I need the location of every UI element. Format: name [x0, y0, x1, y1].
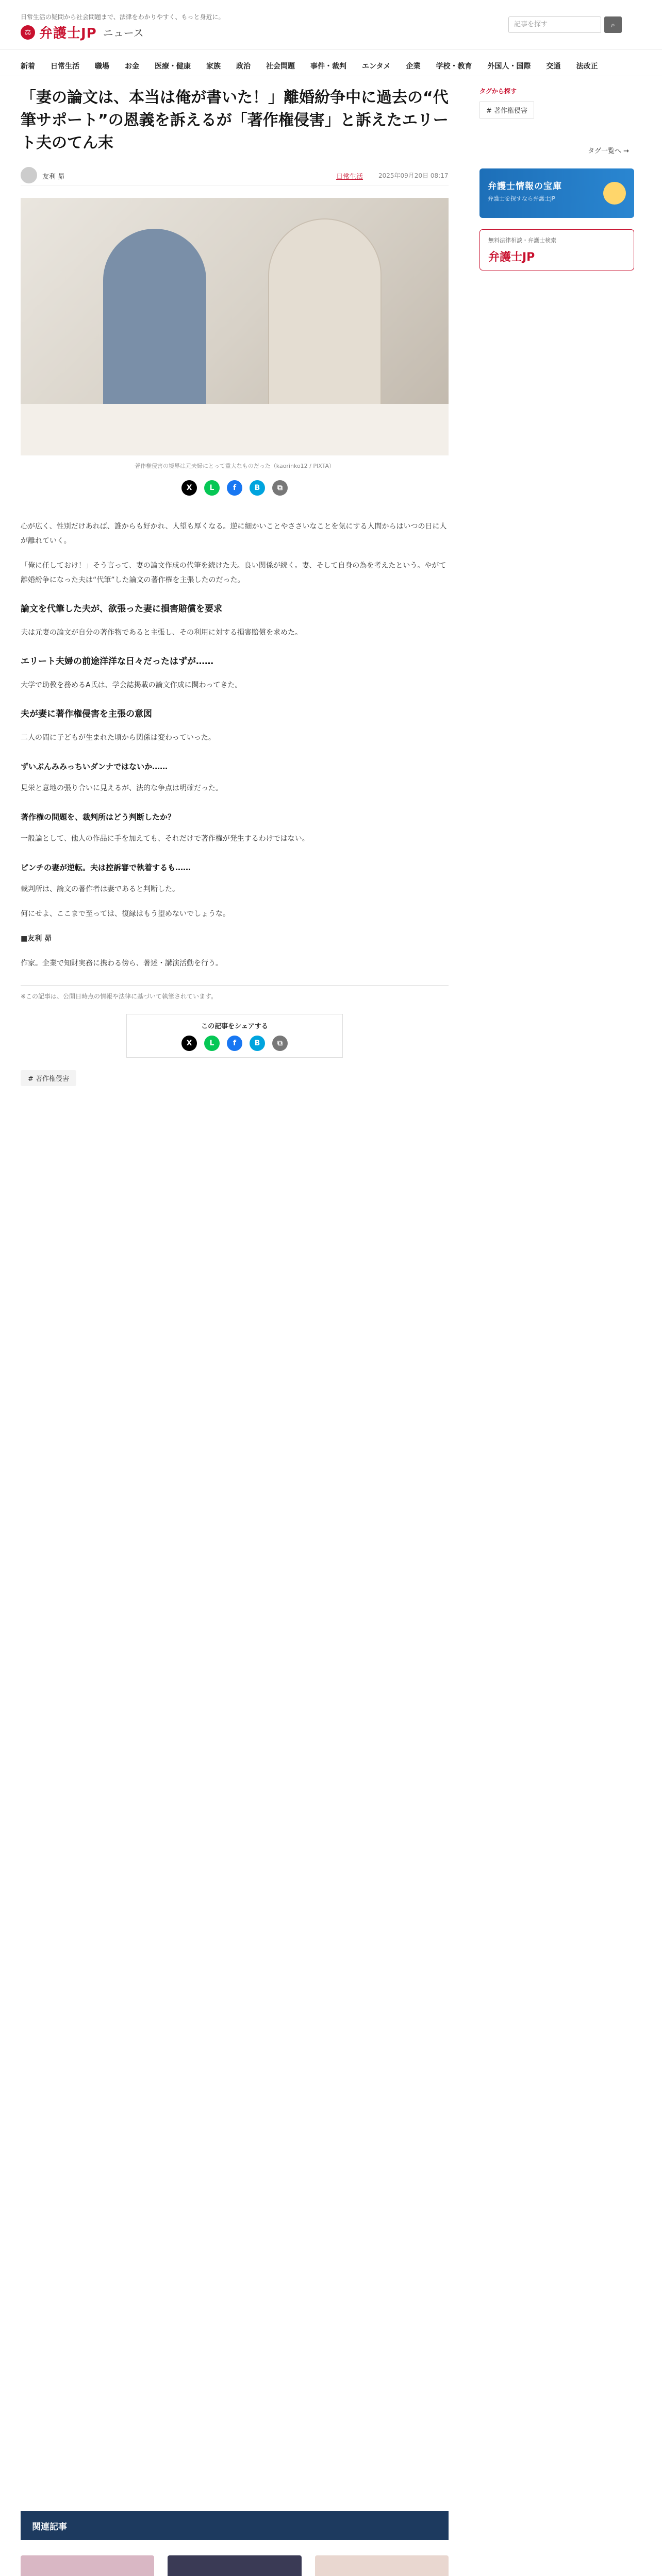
- facebook-share-icon[interactable]: f: [227, 480, 242, 496]
- related-card[interactable]: [21, 2555, 154, 2576]
- article-meta: [21, 165, 449, 185]
- section-heading: ピンチの妻が逆転。夫は控訴審で執着するも……: [21, 863, 191, 872]
- article: [21, 87, 449, 1086]
- nav-item[interactable]: 学校・教育: [436, 62, 472, 71]
- logo-subtext: ニュース: [103, 27, 144, 39]
- hero-image: [21, 198, 449, 455]
- sidebar-tags-label: タグから探す: [479, 88, 517, 95]
- section-paragraph: 夫は元妻の論文が自分の著作物であると主張し、その利用に対する損害賠償を求めた。: [21, 629, 302, 637]
- image-caption: 著作権侵害の境界は元夫婦にとって重大なものだった（kaorinko12 / PIXTA）: [135, 463, 335, 469]
- brand-banner[interactable]: [479, 229, 634, 270]
- intro-paragraph: 心が広く、性別だけあれば、誰からも好かれ、人望も厚くなる。逆に細かいことやささいなことを気にする人間からはいつの日に人が離れていく。: [21, 522, 447, 545]
- author-name[interactable]: 友利 昴: [42, 173, 65, 181]
- related-card[interactable]: [315, 2555, 449, 2576]
- related-heading: 関連記事: [21, 2511, 449, 2540]
- search-icon[interactable]: ⌕: [604, 16, 622, 33]
- line-share-icon[interactable]: L: [204, 480, 220, 496]
- related-thumbnail: [21, 2555, 154, 2576]
- facebook-share-icon[interactable]: f: [227, 1036, 242, 1051]
- article-tag[interactable]: # 著作権侵害: [21, 1070, 76, 1086]
- hatena-share-icon[interactable]: B: [250, 1036, 265, 1051]
- section-paragraph: 大学で助教を務めるA氏は、学会誌掲載の論文作成に関わってきた。: [21, 681, 242, 689]
- article-body: [21, 519, 449, 971]
- site-logo[interactable]: [21, 23, 144, 42]
- closing-paragraph: 何にせよ、ここまで至っては、復縁はもう望めないでしょうな。: [21, 910, 230, 918]
- ad-banner[interactable]: [479, 168, 634, 218]
- nav-item[interactable]: お金: [125, 62, 139, 71]
- related-card[interactable]: [168, 2555, 301, 2576]
- nav-item[interactable]: エンタメ: [362, 62, 391, 71]
- nav-item[interactable]: 日常生活: [51, 62, 79, 71]
- section-paragraph: 二人の間に子どもが生まれた頃から関係は変わっていった。: [21, 734, 216, 742]
- nav-item[interactable]: 医療・健康: [155, 62, 191, 71]
- copy-link-icon[interactable]: ⧉: [272, 1036, 288, 1051]
- section-paragraph: 見栄と意地の張り合いに見えるが、法的な争点は明確だった。: [21, 784, 223, 792]
- divider: [21, 985, 449, 986]
- author-bio: 作家。企業で知財実務に携わる傍ら、著述・講演活動を行う。: [21, 959, 223, 968]
- tag-list-link[interactable]: タグ一覧へ →: [587, 147, 629, 155]
- nav-item[interactable]: 法改正: [576, 62, 598, 71]
- search-input[interactable]: 記事を探す: [508, 16, 601, 33]
- mascot-icon: [603, 182, 626, 205]
- banner-title: 弁護士情報の宝庫: [488, 181, 562, 192]
- share-box: [126, 1014, 343, 1058]
- related-grid: [21, 2555, 449, 2576]
- bio-label: ■友利 昴: [21, 935, 52, 943]
- nav-item[interactable]: 企業: [406, 62, 421, 71]
- nav-item[interactable]: 社会問題: [266, 62, 295, 71]
- section-paragraph: 裁判所は、論文の著作者は妻であると判断した。: [21, 885, 179, 893]
- nav-item[interactable]: 職場: [95, 62, 109, 71]
- x-share-icon[interactable]: X: [181, 1036, 197, 1051]
- sidebar-tag[interactable]: # 著作権侵害: [479, 101, 534, 118]
- banner-subtitle: 弁護士を探すなら弁護士JP: [488, 195, 555, 202]
- section-heading: ずいぶんみみっちいダンナではないか……: [21, 762, 168, 771]
- article-note: ※この記事は、公開日時点の情報や法律に基づいて執筆されています。: [21, 993, 218, 1000]
- x-share-icon[interactable]: X: [181, 480, 197, 496]
- share-box-label: この記事をシェアする: [201, 1023, 268, 1030]
- author-avatar: [21, 167, 37, 183]
- scales-icon: ⚖: [21, 25, 35, 40]
- banner-subtitle: 無料法律相談・弁護士検索: [488, 237, 556, 244]
- category-link[interactable]: 日常生活: [336, 173, 363, 181]
- section-heading: 夫が妻に著作権侵害を主張の意図: [21, 709, 152, 719]
- share-buttons-bottom: [133, 1036, 336, 1051]
- article-title: 「妻の論文は、本当は俺が書いた！」離婚紛争中に過去の“代筆サポート”の恩義を訴えるが「著作権侵害」と訴えたエリート夫のてん末: [21, 89, 449, 152]
- related-thumbnail: [315, 2555, 449, 2576]
- nav-item[interactable]: 家族: [206, 62, 221, 71]
- banner-logo: 弁護士JP: [488, 251, 535, 264]
- hatena-share-icon[interactable]: B: [250, 480, 265, 496]
- hero-table: [21, 404, 449, 455]
- category-nav: [0, 56, 662, 76]
- copy-link-icon[interactable]: ⧉: [272, 480, 288, 496]
- related-articles: [21, 2511, 449, 2576]
- related-thumbnail: [168, 2555, 301, 2576]
- share-buttons-top: [21, 480, 449, 496]
- intro-paragraph: 「俺に任しておけ！」そう言って、妻の論文作成の代筆を続けた夫。良い関係が続く。妻、そして自身の為を考えたという。やがて離婚紛争になった夫は“代筆”した論文の著作権を主張したのだった。: [21, 562, 446, 584]
- site-header: [0, 0, 662, 49]
- nav-item[interactable]: 政治: [236, 62, 251, 71]
- section-heading: エリート夫婦の前途洋洋な日々だったはずが……: [21, 656, 213, 667]
- section-heading: 著作権の問題を、裁判所はどう判断したか？: [21, 812, 176, 822]
- nav-item[interactable]: 交通: [546, 62, 561, 71]
- line-share-icon[interactable]: L: [204, 1036, 220, 1051]
- section-paragraph: 一般論として、他人の作品に手を加えても、それだけで著作権が発生するわけではない。: [21, 835, 309, 843]
- nav-item[interactable]: 新着: [21, 62, 35, 71]
- nav-item[interactable]: 外国人・国際: [487, 62, 531, 71]
- section-heading: 論文を代筆した夫が、欲張った妻に損害賠償を要求: [21, 604, 222, 614]
- publish-date: 2025年09月20日 08:17: [378, 172, 449, 179]
- logo-text: 弁護士JP: [39, 26, 97, 41]
- nav-item[interactable]: 事件・裁判: [310, 62, 346, 71]
- sidebar: [479, 87, 634, 270]
- site-tagline: 日常生活の疑問から社会問題まで、法律をわかりやすく、もっと身近に。: [21, 13, 225, 21]
